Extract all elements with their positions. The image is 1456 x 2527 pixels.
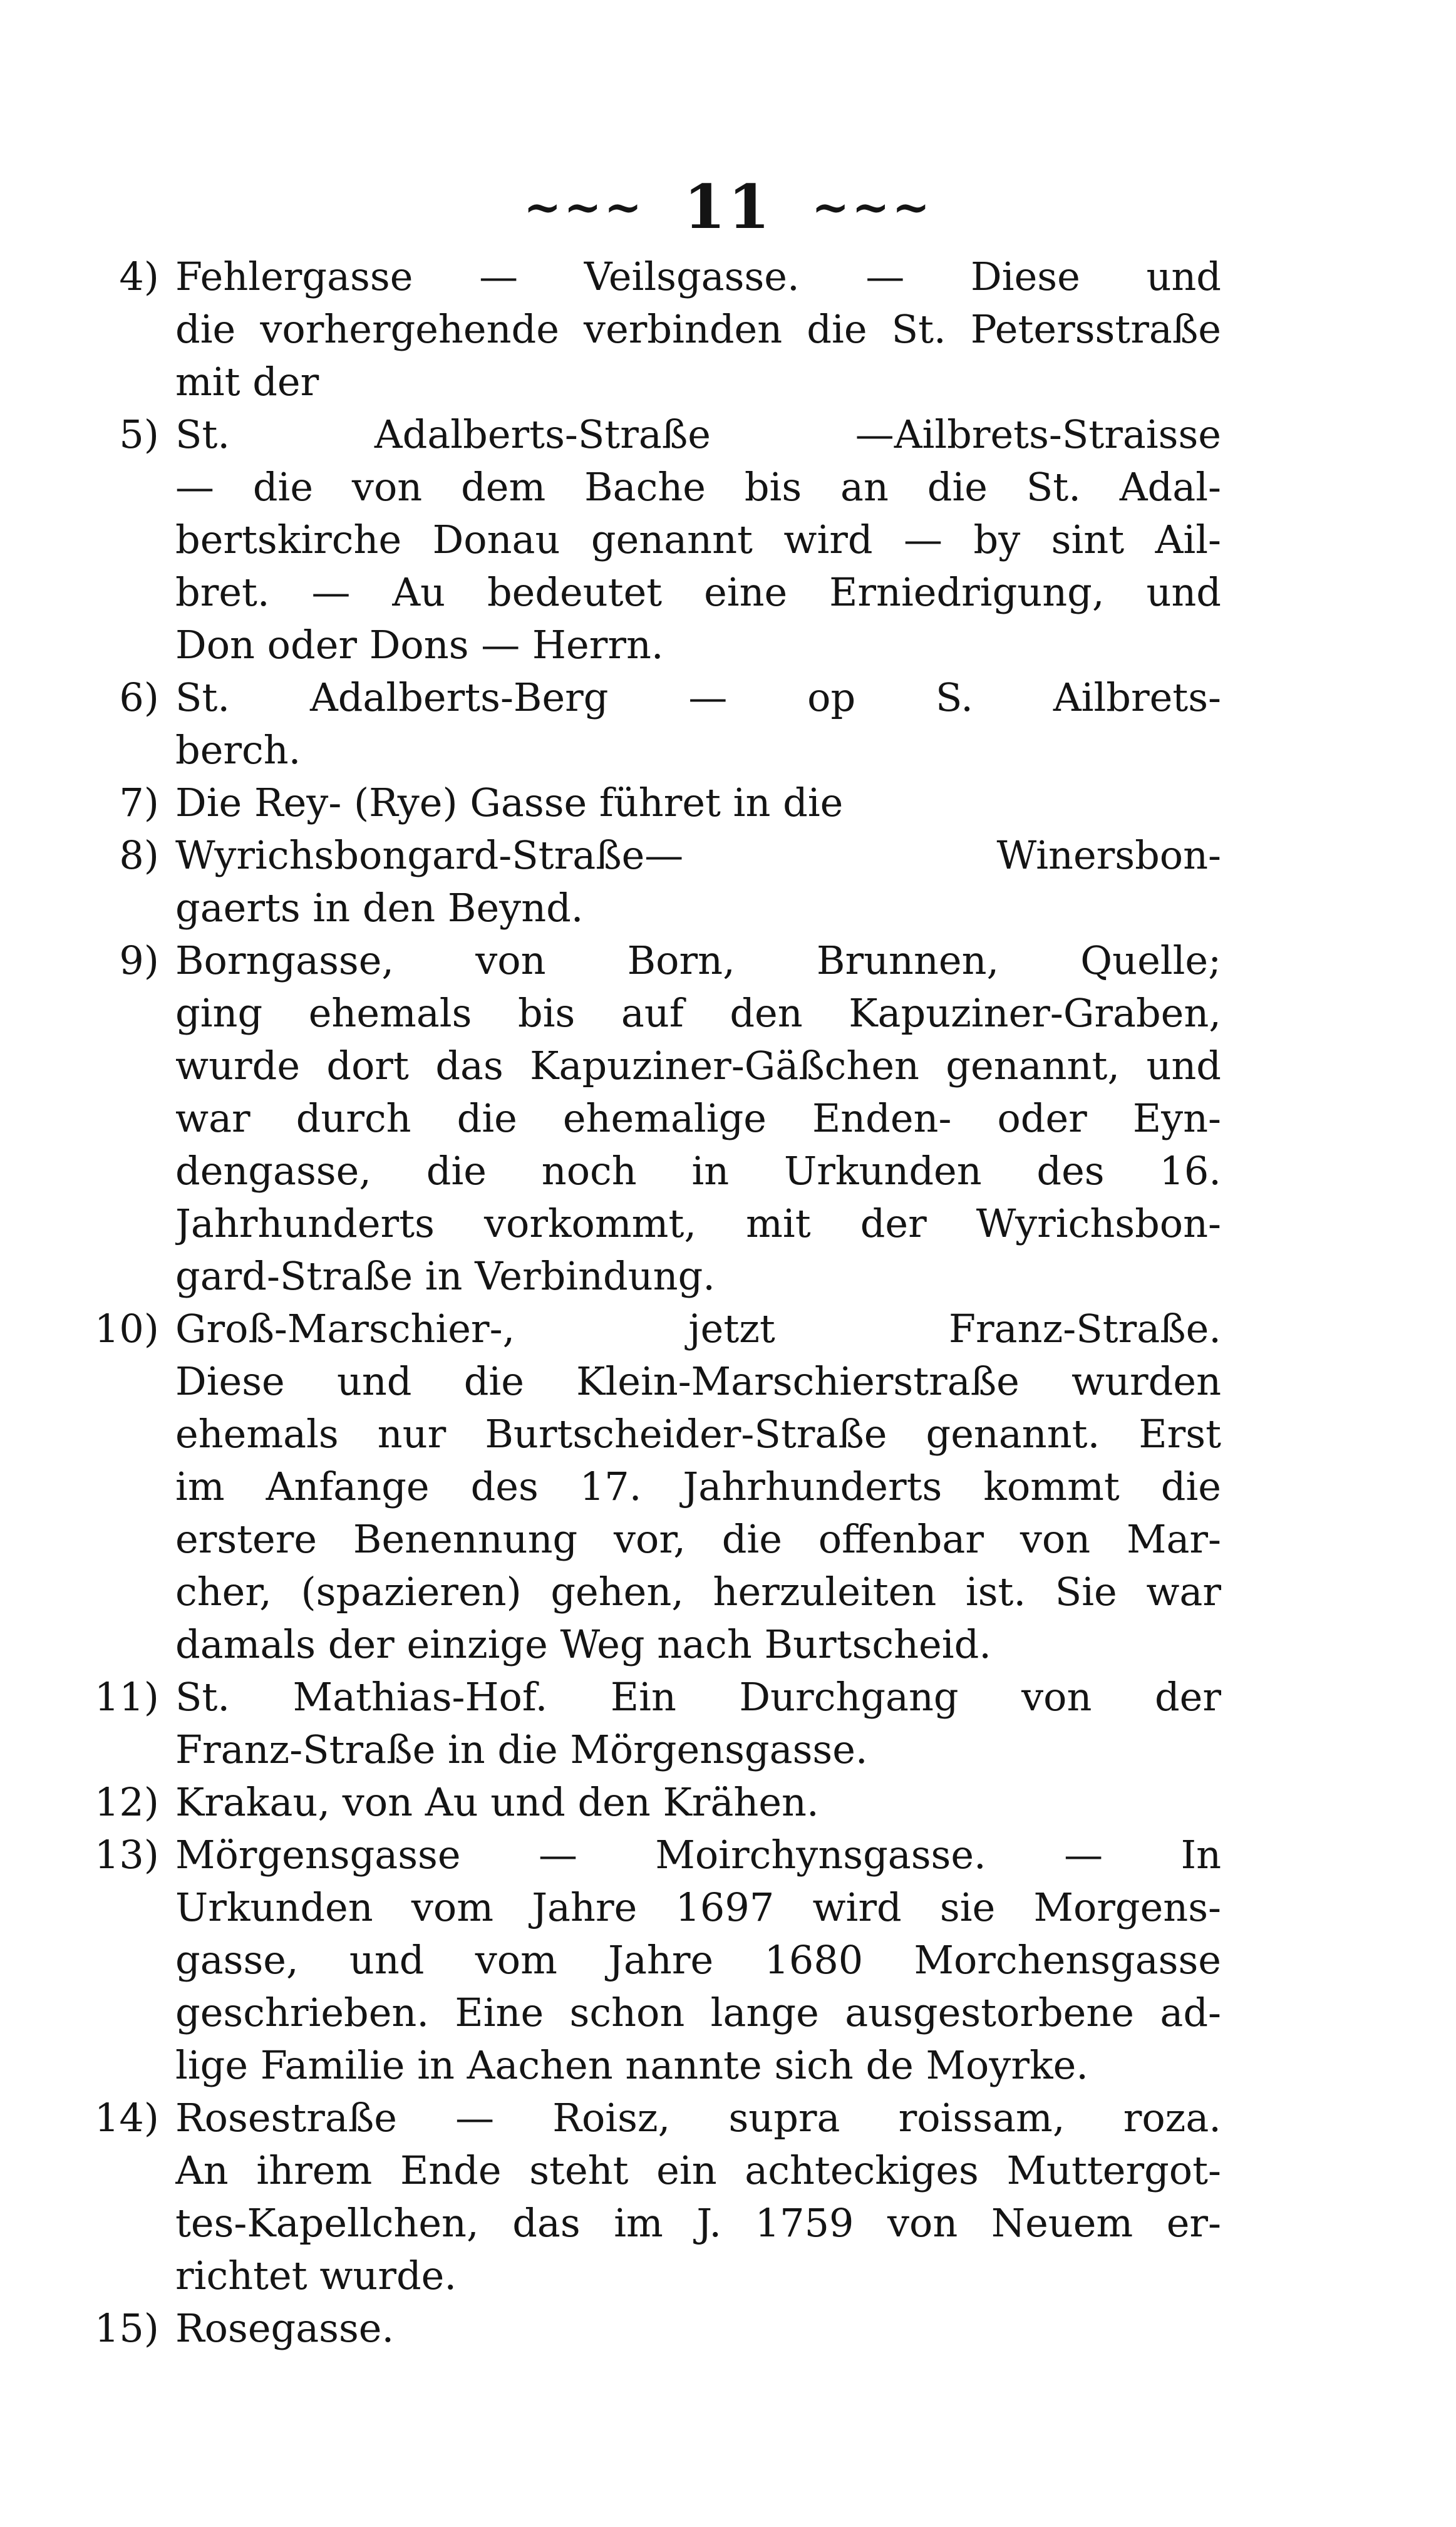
entry-text (175, 408, 1221, 671)
entry-line: geschrieben. Eine schon lange ausgestorbene ad- (175, 1990, 1221, 2035)
entry-line: St. Adalberts-Berg — op S. Ailbrets- (175, 674, 1221, 720)
entry-text (175, 777, 1221, 829)
entry-line: ehemals nur Burtscheider-Straße genannt. Erst (175, 1411, 1221, 1457)
entry-line: Borngasse, von Born, Brunnen, Quelle; (175, 938, 1221, 983)
entry-text (175, 1303, 1221, 1671)
street-entry (81, 1776, 1221, 1829)
entry-number: 5) (119, 411, 159, 457)
entry-number: 14) (94, 2095, 159, 2141)
page-number: 11 (683, 171, 773, 242)
entry-line: St. Mathias-Hof. Ein Durchgang von der (175, 1674, 1221, 1720)
street-entry (81, 2302, 1221, 2355)
street-entry (81, 2092, 1221, 2302)
entry-line: Rosegasse. (175, 2305, 395, 2351)
entry-line: Franz-Straße in die Mörgensgasse. (175, 1727, 868, 1772)
entry-line: lige Familie in Aachen nannte sich de Moyrke. (175, 2042, 1088, 2088)
street-entry (81, 251, 1221, 408)
entry-text (175, 1829, 1221, 2092)
street-entry (81, 671, 1221, 777)
entry-line: ging ehemals bis auf den Kapuziner-Graben, (175, 990, 1221, 1036)
entry-line: Diese und die Klein-Marschierstraße wurden (175, 1358, 1221, 1404)
entry-line: die vorhergehende verbinden die St. Petersstraße (175, 306, 1221, 352)
entry-text (175, 251, 1221, 408)
entry-number: 9) (119, 938, 159, 983)
entry-number: 11) (94, 1674, 159, 1720)
entry-line: Rosestraße — Roisz, supra roissam, roza. (175, 2095, 1221, 2141)
entry-number: 13) (94, 1832, 159, 1878)
entry-line: im Anfange des 17. Jahrhunderts kommt die (175, 1464, 1221, 1509)
entry-line: damals der einzige Weg nach Burtscheid. (175, 1621, 991, 1667)
entry-text (175, 2092, 1221, 2302)
entry-line: dengasse, die noch in Urkunden des 16. (175, 1148, 1221, 1194)
street-entry (81, 829, 1221, 934)
entry-text (175, 1776, 1221, 1829)
entry-line: St. Adalberts-Straße —Ailbrets-Straisse (175, 411, 1221, 457)
entry-line: war durch die ehemalige Enden- oder Eyn- (175, 1095, 1221, 1141)
entry-line: Krakau, von Au und den Krähen. (175, 1779, 819, 1825)
entry-number: 12) (94, 1779, 159, 1825)
street-entry (81, 934, 1221, 1303)
entry-text (175, 829, 1221, 934)
right-ornament: ~~~ (811, 180, 932, 234)
street-entry-list (81, 251, 1221, 2355)
entry-line: An ihrem Ende steht ein achteckiges Muttergot- (175, 2147, 1221, 2193)
street-entry (81, 408, 1221, 671)
street-entry (81, 1829, 1221, 2092)
entry-line: tes-Kapellchen, das im J. 1759 von Neuem er- (175, 2200, 1221, 2246)
entry-line: Die Rey- (Rye) Gasse führet in die (175, 780, 844, 825)
entry-line: gard-Straße in Verbindung. (175, 1253, 716, 1299)
entry-line: Wyrichsbongard-Straße— Winersbon- (175, 832, 1221, 878)
entry-line: bret. — Au bedeutet eine Erniedrigung, und (175, 569, 1221, 615)
entry-line: Mörgensgasse — Moirchynsgasse. — In (175, 1832, 1221, 1878)
entry-number: 10) (94, 1306, 159, 1351)
entry-line: Jahrhunderts vorkommt, mit der Wyrichsbon- (175, 1201, 1221, 1246)
entry-line: Groß-Marschier-, jetzt Franz-Straße. (175, 1306, 1221, 1351)
entry-number: 4) (119, 254, 159, 299)
street-entry (81, 777, 1221, 829)
street-entry (81, 1303, 1221, 1671)
entry-text (175, 1671, 1221, 1776)
entry-line: richtet wurde. (175, 2253, 457, 2298)
entry-line: mit der (175, 359, 319, 405)
entry-line: Fehlergasse — Veilsgasse. — Diese und (175, 254, 1221, 299)
entry-line: wurde dort das Kapuziner-Gäßchen genannt, und (175, 1043, 1221, 1088)
entry-line: cher, (spazieren) gehen, herzuleiten ist. Sie war (175, 1569, 1221, 1615)
entry-number: 8) (119, 832, 159, 878)
entry-line: — die von dem Bache bis an die St. Adal- (175, 464, 1221, 510)
entry-number: 7) (119, 780, 159, 825)
left-ornament: ~~~ (524, 180, 645, 234)
entry-text (175, 2302, 1221, 2355)
entry-number: 6) (119, 674, 159, 720)
entry-line: Don oder Dons — Herrn. (175, 622, 664, 668)
entry-line: berch. (175, 727, 301, 773)
entry-line: bertskirche Donau genannt wird — by sint Ail- (175, 517, 1221, 562)
entry-text (175, 934, 1221, 1303)
entry-number: 15) (94, 2305, 159, 2351)
entry-line: gaerts in den Beynd. (175, 885, 584, 931)
street-entry (81, 1671, 1221, 1776)
page-header (0, 169, 1456, 242)
entry-line: gasse, und vom Jahre 1680 Morchensgasse (175, 1937, 1221, 1983)
entry-line: erstere Benennung vor, die offenbar von Mar- (175, 1516, 1221, 1562)
entry-line: Urkunden vom Jahre 1697 wird sie Morgens- (175, 1884, 1221, 1930)
entry-text (175, 671, 1221, 777)
